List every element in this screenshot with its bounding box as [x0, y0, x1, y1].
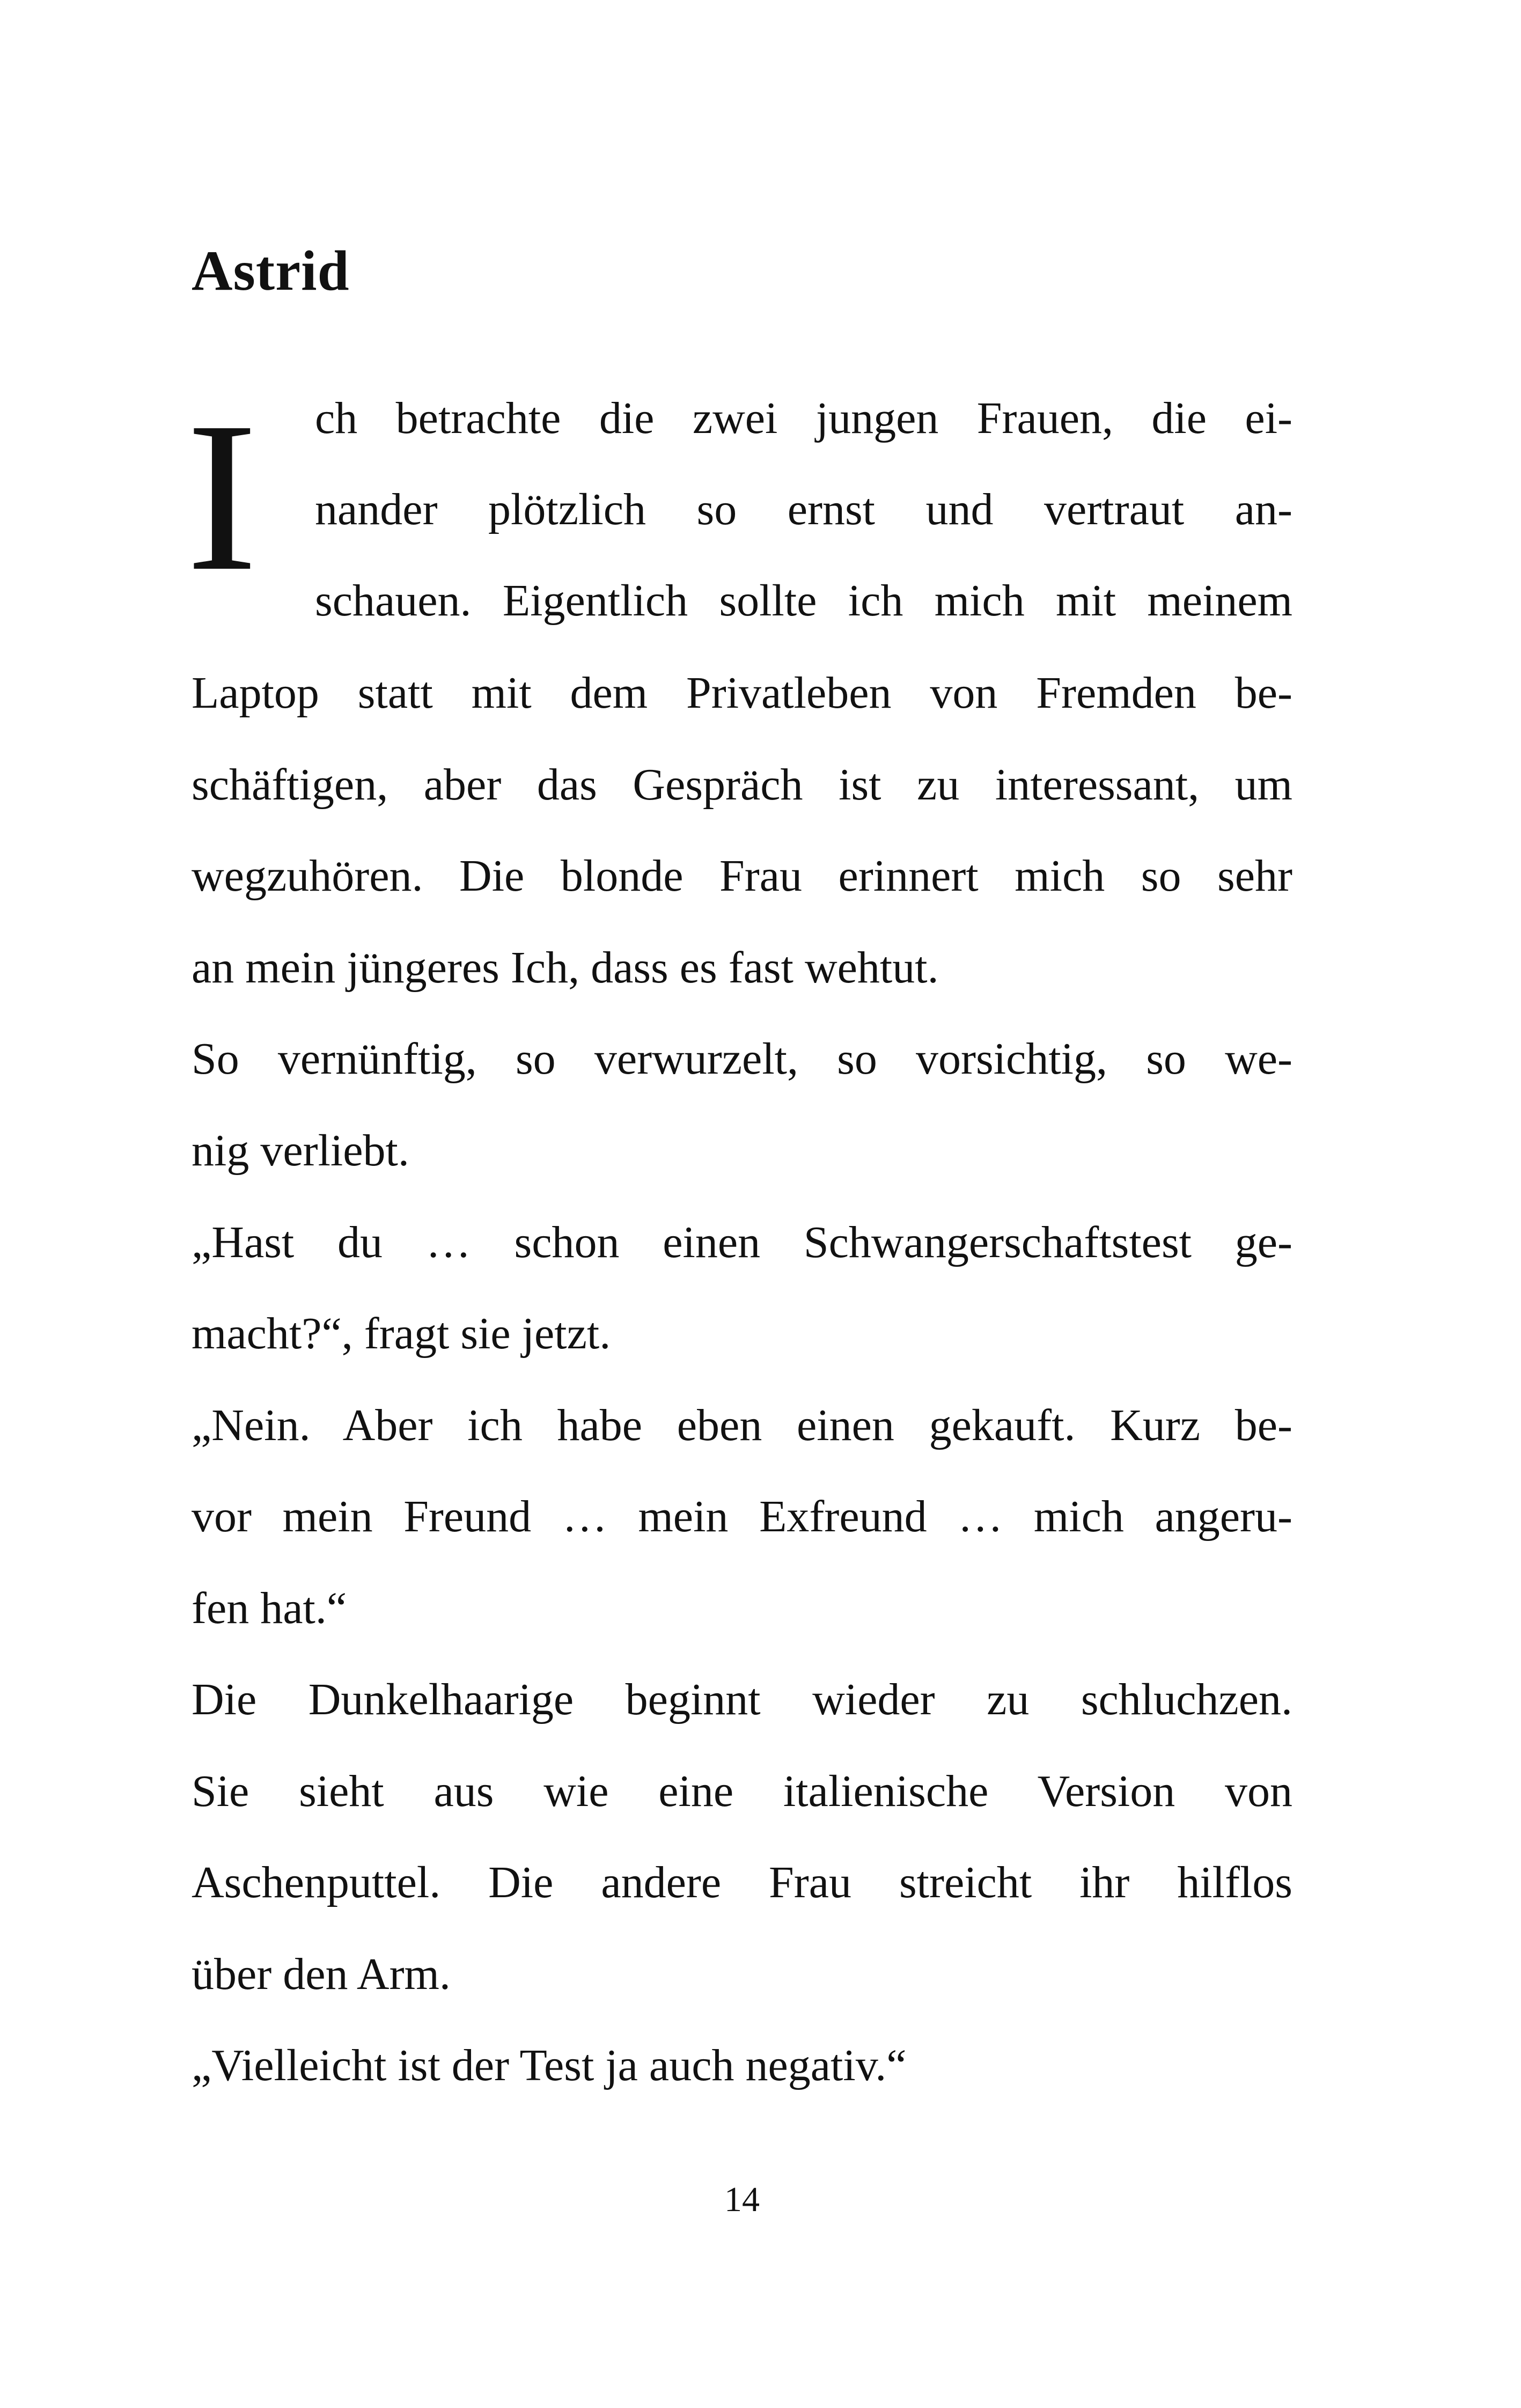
drop-cap-letter: I [186, 378, 258, 615]
page-number: 14 [724, 2180, 760, 2219]
text-line: ch betrachte die zwei jungen Frauen, die ei- [315, 393, 1292, 443]
text-line: Sie sieht aus wie eine italienische Version von [192, 1766, 1292, 1816]
text-line: nig verliebt. [192, 1126, 409, 1176]
text-line: fen hat.“ [192, 1583, 347, 1633]
text-line: an mein jüngeres Ich, dass es fast wehtut. [192, 943, 939, 993]
text-line: Aschenputtel. Die andere Frau streicht ihr hilflos [192, 1858, 1292, 1907]
text-line: schauen. Eigentlich sollte ich mich mit meinem [315, 576, 1292, 626]
text-line: nander plötzlich so ernst und vertraut an- [315, 484, 1292, 534]
text-line: über den Arm. [192, 1949, 451, 1999]
text-line: vor mein Freund … mein Exfreund … mich angeru- [192, 1492, 1292, 1541]
text-line: „Hast du … schon einen Schwangerschaftstest ge- [192, 1217, 1292, 1267]
book-page [186, 0, 1292, 2408]
text-line: macht?“, fragt sie jetzt. [192, 1309, 611, 1359]
text-line: schäftigen, aber das Gespräch ist zu interessant, um [192, 760, 1292, 810]
text-line: „Vielleicht ist der Test ja auch negativ.“ [192, 2040, 907, 2090]
text-line: Laptop statt mit dem Privatleben von Fremden be- [192, 668, 1292, 718]
text-line: „Nein. Aber ich habe eben einen gekauft. Kurz be- [192, 1400, 1292, 1450]
text-line: wegzuhören. Die blonde Frau erinnert mich so sehr [192, 851, 1292, 901]
chapter-title: Astrid [192, 239, 350, 302]
text-line: So vernünftig, so verwurzelt, so vorsichtig, so we- [192, 1034, 1292, 1084]
text-line: Die Dunkelhaarige beginnt wieder zu schluchzen. [192, 1675, 1292, 1724]
